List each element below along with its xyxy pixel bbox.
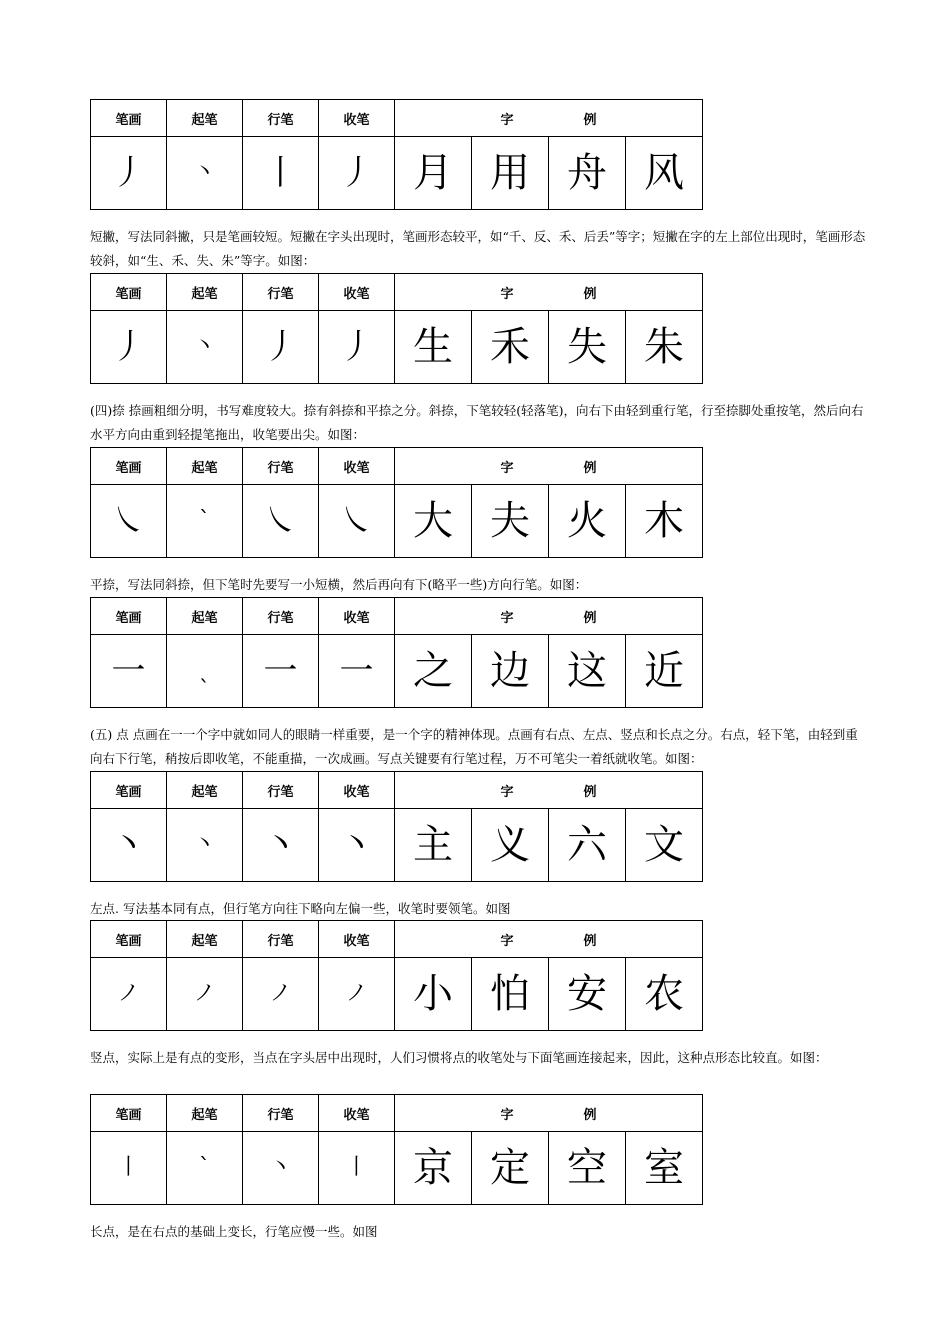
col-end-header: 收笔 [319,598,395,635]
example-header-char-2: 例 [583,610,597,626]
example-char: 生 [413,324,453,370]
example-cell [626,311,703,384]
stroke-table-2 [90,273,703,384]
col-move-header: 行笔 [243,921,319,958]
example-char: 朱 [644,324,685,370]
end-cell [319,137,395,210]
col-move-header: 行笔 [243,772,319,809]
example-cell [626,635,703,708]
end-cell [319,485,395,558]
example-char: 失 [567,324,607,370]
paragraph-flat-na: 平捺，写法同斜捺，但下笔时先要写一小短横，然后再向有下(略平一些)方向行笔。如图： [90,577,588,592]
example-cell [549,635,626,708]
move-glyph: 丶 [263,825,298,865]
example-cell [395,958,472,1031]
end-glyph: ㇏ [339,501,374,541]
example-header-char-2: 例 [583,286,597,302]
example-char: 六 [567,822,607,868]
example-cell [626,1132,703,1205]
example-header-char-2: 例 [583,784,597,800]
example-header-char-1: 字 [500,933,514,949]
example-char: 风 [644,150,685,196]
start-cell [167,137,243,210]
stroke-glyph: 丿 [111,327,146,367]
stroke-glyph: 丿 [111,153,146,193]
col-example-header [395,274,703,311]
example-char: 木 [644,498,685,544]
example-char: 这 [567,648,607,694]
example-cell [472,311,549,384]
start-glyph: 丶 [193,160,216,185]
example-cell [472,809,549,882]
col-example-header [395,772,703,809]
example-header-char-1: 字 [500,460,514,476]
col-stroke-header: 笔画 [91,448,167,485]
col-stroke-header: 笔画 [91,100,167,137]
example-char: 月 [413,150,453,196]
example-char: 用 [490,150,530,196]
example-cell [472,485,549,558]
paragraph-short-pie: 短撇，写法同斜撇，只是笔画较短。短撇在字头出现时，笔画形态较平，如“千、反、禾、后丢”等字；短撇在字的左上部位出现时，笔画形态较斜，如“生、禾、失、朱”等字。如图： [90,229,866,268]
paragraph-left-dot: 左点. 写法基本同有点，但行笔方向往下略向左偏一些，收笔时要领笔。如图 [90,901,511,916]
example-char: 文 [644,822,685,868]
move-glyph: 一 [263,651,298,691]
paragraph-long-dot: 长点，是在右点的基础上变长，行笔应慢一些。如图 [90,1224,378,1239]
move-cell [243,485,319,558]
example-cell [549,485,626,558]
col-start-header: 起笔 [167,598,243,635]
col-move-header: 行笔 [243,1095,319,1132]
example-char: 舟 [567,150,607,196]
col-example-header [395,598,703,635]
col-move-header: 行笔 [243,448,319,485]
move-cell [243,311,319,384]
end-glyph: 丿 [339,153,374,193]
col-example-header [395,921,703,958]
end-cell [319,809,395,882]
col-end-header: 收笔 [319,274,395,311]
example-header-char-1: 字 [500,286,514,302]
col-example-header [395,1095,703,1132]
stroke-table-1 [90,99,703,210]
col-move-header: 行笔 [243,100,319,137]
example-cell [395,137,472,210]
move-glyph: 丿 [263,327,298,367]
example-header-char-2: 例 [583,460,597,476]
col-end-header: 收笔 [319,1095,395,1132]
example-cell [395,1132,472,1205]
move-glyph: 丨 [263,153,298,193]
col-start-header: 起笔 [167,1095,243,1132]
start-glyph: 丶 [193,832,216,857]
col-move-header: 行笔 [243,598,319,635]
col-stroke-header: 笔画 [91,1095,167,1132]
stroke-table-7 [90,1094,703,1205]
example-cell [626,137,703,210]
stroke-cell [91,137,167,210]
example-char: 小 [413,971,453,1017]
example-cell [549,137,626,210]
start-glyph: 丶 [193,334,216,359]
stroke-cell [91,485,167,558]
col-example-header [395,448,703,485]
example-char: 义 [490,822,530,868]
col-start-header: 起笔 [167,274,243,311]
stroke-glyph: 一 [111,651,146,691]
end-glyph: 一 [339,651,374,691]
example-char: 怕 [490,971,530,1017]
example-cell [549,958,626,1031]
stroke-glyph: ㇏ [111,501,146,541]
example-char: 火 [567,498,607,544]
stroke-table-3 [90,447,703,558]
move-glyph: ノ [269,981,292,1006]
move-cell [243,635,319,708]
col-stroke-header: 笔画 [91,274,167,311]
example-cell [549,1132,626,1205]
end-glyph: 丶 [339,825,374,865]
example-header-char-2: 例 [583,933,597,949]
start-cell [167,809,243,882]
example-char: 室 [644,1145,685,1191]
move-glyph: 丶 [269,1155,292,1180]
example-char: 主 [413,822,453,868]
example-cell [626,809,703,882]
example-header-char-1: 字 [500,1107,514,1123]
example-char: 定 [490,1145,530,1191]
example-cell [395,635,472,708]
col-start-header: 起笔 [167,448,243,485]
move-cell [243,1132,319,1205]
col-start-header: 起笔 [167,772,243,809]
end-cell [319,635,395,708]
stroke-table-5 [90,771,703,882]
stroke-cell [91,958,167,1031]
example-char: 京 [413,1145,453,1191]
col-start-header: 起笔 [167,100,243,137]
col-end-header: 收笔 [319,772,395,809]
start-cell [167,958,243,1031]
example-cell [626,958,703,1031]
start-glyph: ˋ [199,508,210,533]
paragraph-dot-intro: (五) 点 点画在一一个字中就如同人的眼睛一样重要，是一个字的精神体现。点画有右点、左点、竖点和长点之分。右点，轻下笔，由轻到重向右下行笔，稍按后即收笔，不能重描，一次成画。写点关键要有行笔过程，万不可笔尖一着纸就收笔。如图： [90,727,858,766]
example-char: 空 [567,1145,607,1191]
start-glyph: ノ [193,981,216,1006]
example-cell [626,485,703,558]
example-char: 近 [644,648,685,694]
example-char: 夫 [490,498,530,544]
stroke-glyph: ノ [117,981,140,1006]
example-cell [472,958,549,1031]
stroke-cell [91,809,167,882]
example-header-char-2: 例 [583,112,597,128]
example-char: 边 [490,648,530,694]
move-cell [243,137,319,210]
paragraph-na-intro: (四)捺 捺画粗细分明，书写难度较大。捺有斜捺和平捺之分。斜捺，下笔较轻(轻落笔)，向右下由轻到重行笔，行至捺脚处重按笔，然后向右水平方向由重到轻提笔拖出，收笔要出尖。如图： [90,403,864,442]
start-cell [167,485,243,558]
move-cell [243,809,319,882]
example-cell [395,809,472,882]
stroke-cell [91,1132,167,1205]
example-cell [472,635,549,708]
move-glyph: ㇏ [263,501,298,541]
example-header-char-1: 字 [500,112,514,128]
col-start-header: 起笔 [167,921,243,958]
col-move-header: 行笔 [243,274,319,311]
end-cell [319,1132,395,1205]
start-cell [167,1132,243,1205]
col-end-header: 收笔 [319,100,395,137]
stroke-cell [91,635,167,708]
example-cell [472,1132,549,1205]
example-char: 大 [413,498,453,544]
paragraph-vertical-dot: 竖点，实际上是有点的变形，当点在字头居中出现时，人们习惯将点的收笔处与下面笔画连接起来，因此，这种点形态比较直。如图： [90,1050,828,1065]
stroke-table-4 [90,597,703,708]
end-glyph: 丿 [339,327,374,367]
start-cell [167,311,243,384]
example-char: 农 [644,971,685,1017]
example-header-char-2: 例 [583,1107,597,1123]
col-end-header: 收笔 [319,921,395,958]
col-example-header [395,100,703,137]
example-cell [549,809,626,882]
example-header-char-1: 字 [500,610,514,626]
end-cell [319,958,395,1031]
col-end-header: 收笔 [319,448,395,485]
end-glyph: ノ [345,981,368,1006]
example-cell [395,311,472,384]
col-stroke-header: 笔画 [91,598,167,635]
example-char: 安 [567,971,607,1017]
start-glyph: ˋ [199,1155,210,1180]
end-glyph: 丨 [345,1155,368,1180]
start-cell [167,635,243,708]
example-header-char-1: 字 [500,784,514,800]
example-cell [395,485,472,558]
example-cell [549,311,626,384]
stroke-glyph: 丶 [111,825,146,865]
col-stroke-header: 笔画 [91,921,167,958]
start-glyph: ˎ [199,658,210,683]
stroke-cell [91,311,167,384]
stroke-glyph: 丨 [117,1155,140,1180]
move-cell [243,958,319,1031]
col-stroke-header: 笔画 [91,772,167,809]
example-char: 禾 [490,324,530,370]
example-char: 之 [413,648,453,694]
end-cell [319,311,395,384]
stroke-table-6 [90,920,703,1031]
example-cell [472,137,549,210]
